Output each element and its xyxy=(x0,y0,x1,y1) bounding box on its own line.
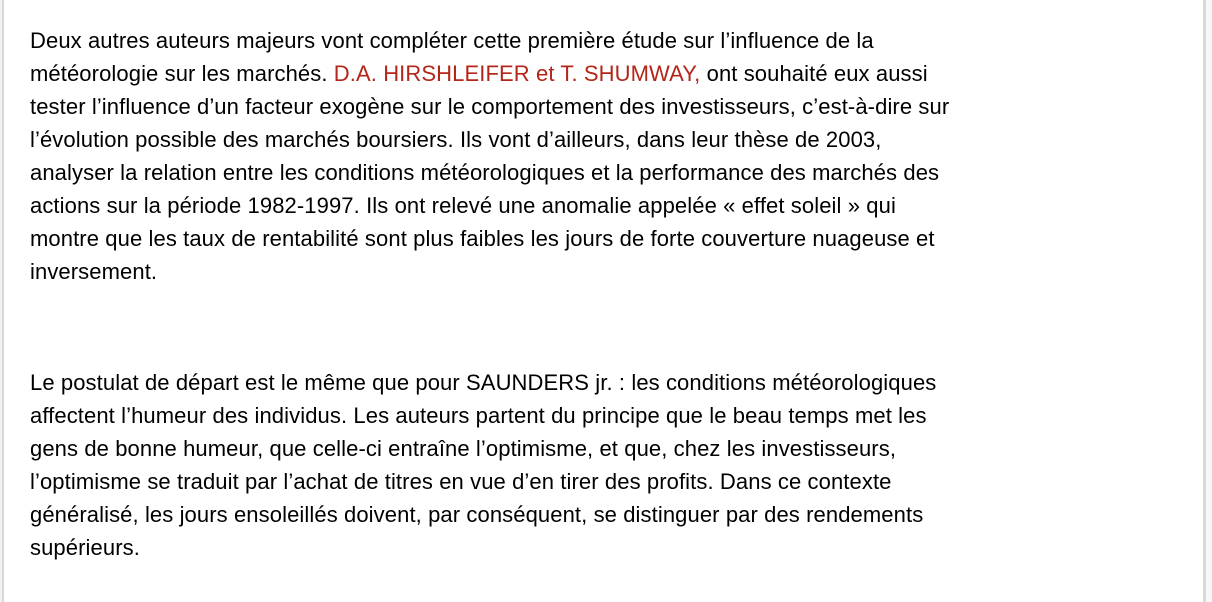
text-line: Le postulat de départ est le même que pour SAUNDERS jr. : les conditions météorologiques xyxy=(30,370,937,395)
text-line xyxy=(30,57,1174,90)
text-line: Deux autres auteurs majeurs vont compléter cette première étude sur l’influence de la xyxy=(30,28,874,53)
text-line: généralisé, les jours ensoleillés doivent, par conséquent, se distinguer par des rendements xyxy=(30,502,924,527)
document-page xyxy=(4,0,1204,602)
text-line: gens de bonne humeur, que celle-ci entraîne l’optimisme, et que, chez les investisseurs, xyxy=(30,436,897,461)
text-line: supérieurs. xyxy=(30,535,140,560)
text-line: montre que les taux de rentabilité sont plus faibles les jours de forte couverture nuageuse et xyxy=(30,226,935,251)
text-line: analyser la relation entre les conditions météorologiques et la performance des marchés des xyxy=(30,160,940,185)
page-right-edge-border xyxy=(1203,0,1212,602)
paragraph-hirshleifer-shumway xyxy=(30,24,1174,288)
paragraph-saunders-postulat xyxy=(30,366,1174,564)
text-segment: ont souhaité eux aussi xyxy=(700,61,928,86)
text-segment: météorologie sur les marchés. xyxy=(30,61,334,86)
text-line: tester l’influence d’un facteur exogène sur le comportement des investisseurs, c’est-à-dire sur xyxy=(30,94,950,119)
text-line: l’évolution possible des marchés boursiers. Ils vont d’ailleurs, dans leur thèse de 2003, xyxy=(30,127,882,152)
text-line: actions sur la période 1982-1997. Ils ont relevé une anomalie appelée « effet soleil » qui xyxy=(30,193,896,218)
text-line: inversement. xyxy=(30,259,158,284)
text-line: affectent l’humeur des individus. Les auteurs partent du principe que le beau temps met les xyxy=(30,403,927,428)
author-names-highlight: D.A. HIRSHLEIFER et T. SHUMWAY, xyxy=(333,61,701,86)
text-line: l’optimisme se traduit par l’achat de titres en vue d’en tirer des profits. Dans ce contexte xyxy=(30,469,892,494)
